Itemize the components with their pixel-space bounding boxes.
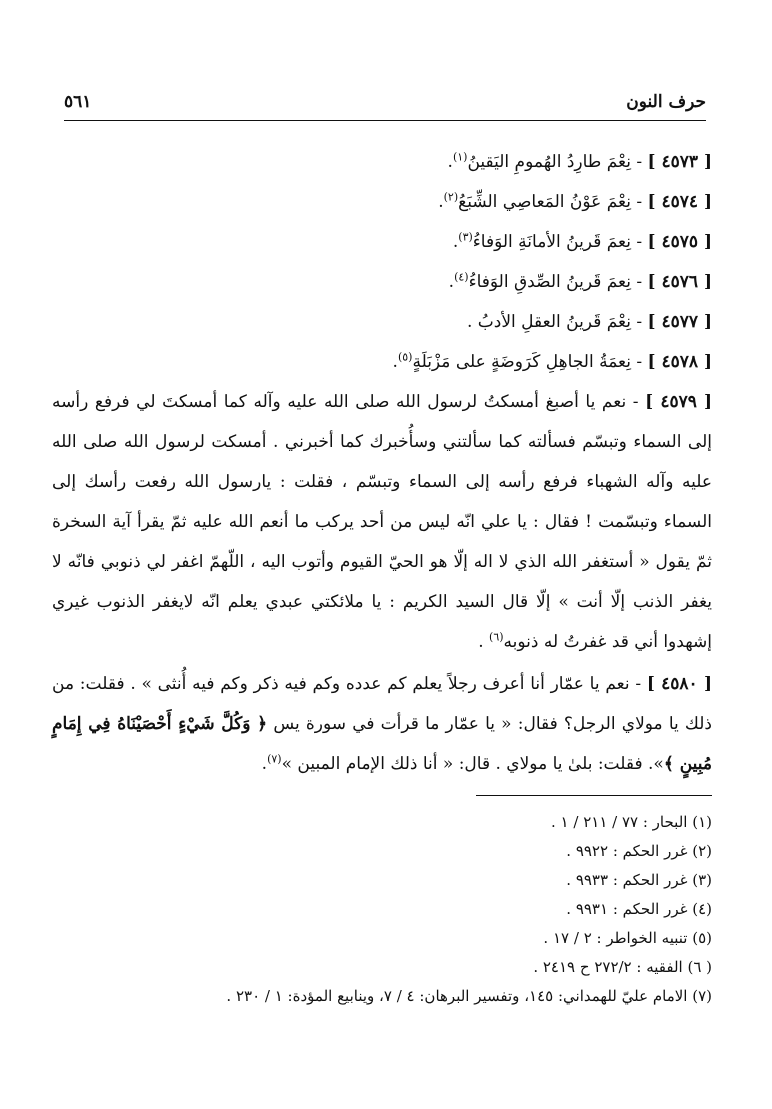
entry-4580 — [52, 664, 712, 784]
entry-number: [ ٤٥٧٦ ] — [647, 272, 712, 292]
entry-tail: . — [447, 152, 453, 172]
footnote-ref: (٧) — [267, 752, 282, 766]
entry-text: - نِعْمَ قَرينُ العقلِ الأدبُ . — [466, 312, 648, 332]
entry-text-continued: ». فقلت: بلىٰ يا مولاي . قال: « أنا ذلك الإمام المبين » — [281, 754, 664, 774]
entry-4573 — [52, 142, 712, 182]
entry-number: [ ٤٥٧٨ ] — [647, 352, 712, 372]
footnote-ref: (٤) — [454, 270, 469, 284]
page-number: ٥٦١ — [64, 92, 92, 112]
footnote: ( ٦) الفقيه : ٢٧٢/٢ ح ٢٤١٩ . — [533, 958, 712, 976]
entry-text: - نعم يا أصبغ أمسكتُ لرسول الله صلى الله عليه وآله كما أمسكتَ لي فرفع رأسه إلى السماء وتبسّم فسألته كما سألتني وسأُخبرك كما أخبرني . أمسكت لرسول الله صلى الله عليه وآله الشهباء فرفع رأسه إلى السماء وتبسّم ، فقلت : يارسول الله رفعت رأسك إلى السماء وتبسّمت ! فقال : يا علي انّه ليس من أحد يركب ما أنعم الله عليه ثمّ يقرأ آية السخرة ثمّ يقول « أستغفر الله الذي لا اله إلّا هو الحيّ القيوم وأتوب اليه ، اللّهمّ اغفر لي ذنوبي فانّه لا يغفر الذنب إلّا أنت » إلّا قال السيد الكريم : يا ملائكتي عبدي يعلم انّه لايغفر الذنوب غيري إشهدوا أني قد غفرتُ له ذنوبه — [52, 392, 712, 652]
footnote: (٥) تنبيه الخواطر : ٢ / ١٧ . — [543, 929, 712, 947]
footnote-ref: (٦) — [489, 630, 504, 644]
entry-4578 — [52, 342, 712, 382]
entry-4579 — [52, 382, 712, 662]
footnote: (٣) غرر الحكم : ٩٩٣٣ . — [566, 871, 712, 889]
footnote-separator — [476, 795, 712, 796]
footnote-ref: (١) — [452, 150, 468, 164]
entry-4577 — [52, 302, 712, 342]
footnote: (١) البحار : ٧٧ / ٢١١ / ١ . — [551, 813, 712, 831]
entry-number: [ ٤٥٧٤ ] — [647, 192, 712, 212]
page-body — [52, 142, 712, 784]
entry-tail: . — [452, 232, 459, 252]
entry-4574 — [52, 182, 712, 222]
entry-text: - نِعْمَ طارِدُ الهُمومِ اليَقينُ — [467, 152, 648, 172]
quran-verse: ﴿ وَكُلَّ شَيْءٍ أَحْصَيْنَاهُ فِي إِمَامٍ مُبِينٍ ﴾ — [52, 714, 712, 774]
entry-number: [ ٤٥٨٠ ] — [646, 674, 712, 694]
entry-tail: . — [261, 754, 268, 774]
footnote: (٧) الامام عليّ للهمداني: ١٤٥، وتفسير البرهان: ٤ / ٧، وينابيع المؤدة: ١ / ٢٣٠ . — [226, 987, 712, 1005]
entry-4575 — [52, 222, 712, 262]
footnote: (٢) غرر الحكم : ٩٩٢٢ . — [566, 842, 712, 860]
entry-tail: . — [392, 352, 398, 372]
entry-text: - نِعمَةُ الجاهِلِ كَرَوضَةٍ على مَزْبَلَةٍ — [412, 352, 648, 372]
entry-tail: . — [448, 272, 455, 292]
page-header — [64, 88, 706, 121]
entry-number: [ ٤٥٧٧ ] — [647, 312, 712, 332]
entry-number: [ ٤٥٧٣ ] — [647, 152, 712, 172]
entry-number: [ ٤٥٧٩ ] — [645, 392, 713, 412]
entry-text: - نِعمَ قَرينُ الصِّدقِ الوَفاءُ — [468, 272, 648, 292]
entry-tail: . — [478, 632, 490, 652]
entry-4576 — [52, 262, 712, 302]
footnotes — [52, 808, 712, 1011]
entry-number: [ ٤٥٧٥ ] — [647, 232, 712, 252]
footnote-ref: (٢) — [443, 190, 459, 204]
footnote-ref: (٣) — [458, 230, 473, 244]
entry-text: - نِعمَ قَرينُ الأمانَةِ الوَفاءُ — [472, 232, 648, 252]
footnote-ref: (٥) — [397, 350, 413, 364]
entry-text: - نعم يا عمّار أنا أعرف رجلاً يعلم كم عدده وكم فيه ذكر وكم فيه أُنثى » . فقلت: من ذلك يا مولاي الرجل؟ فقال: « يا عمّار ما قرأت في سورة يس — [52, 674, 712, 734]
running-title: حرف النون — [626, 92, 706, 112]
entry-text: - نِعْمَ عَوْنُ المَعاصِي الشِّبَعُ — [458, 192, 648, 212]
footnote: (٤) غرر الحكم : ٩٩٣١ . — [566, 900, 712, 918]
entry-tail: . — [438, 192, 444, 212]
